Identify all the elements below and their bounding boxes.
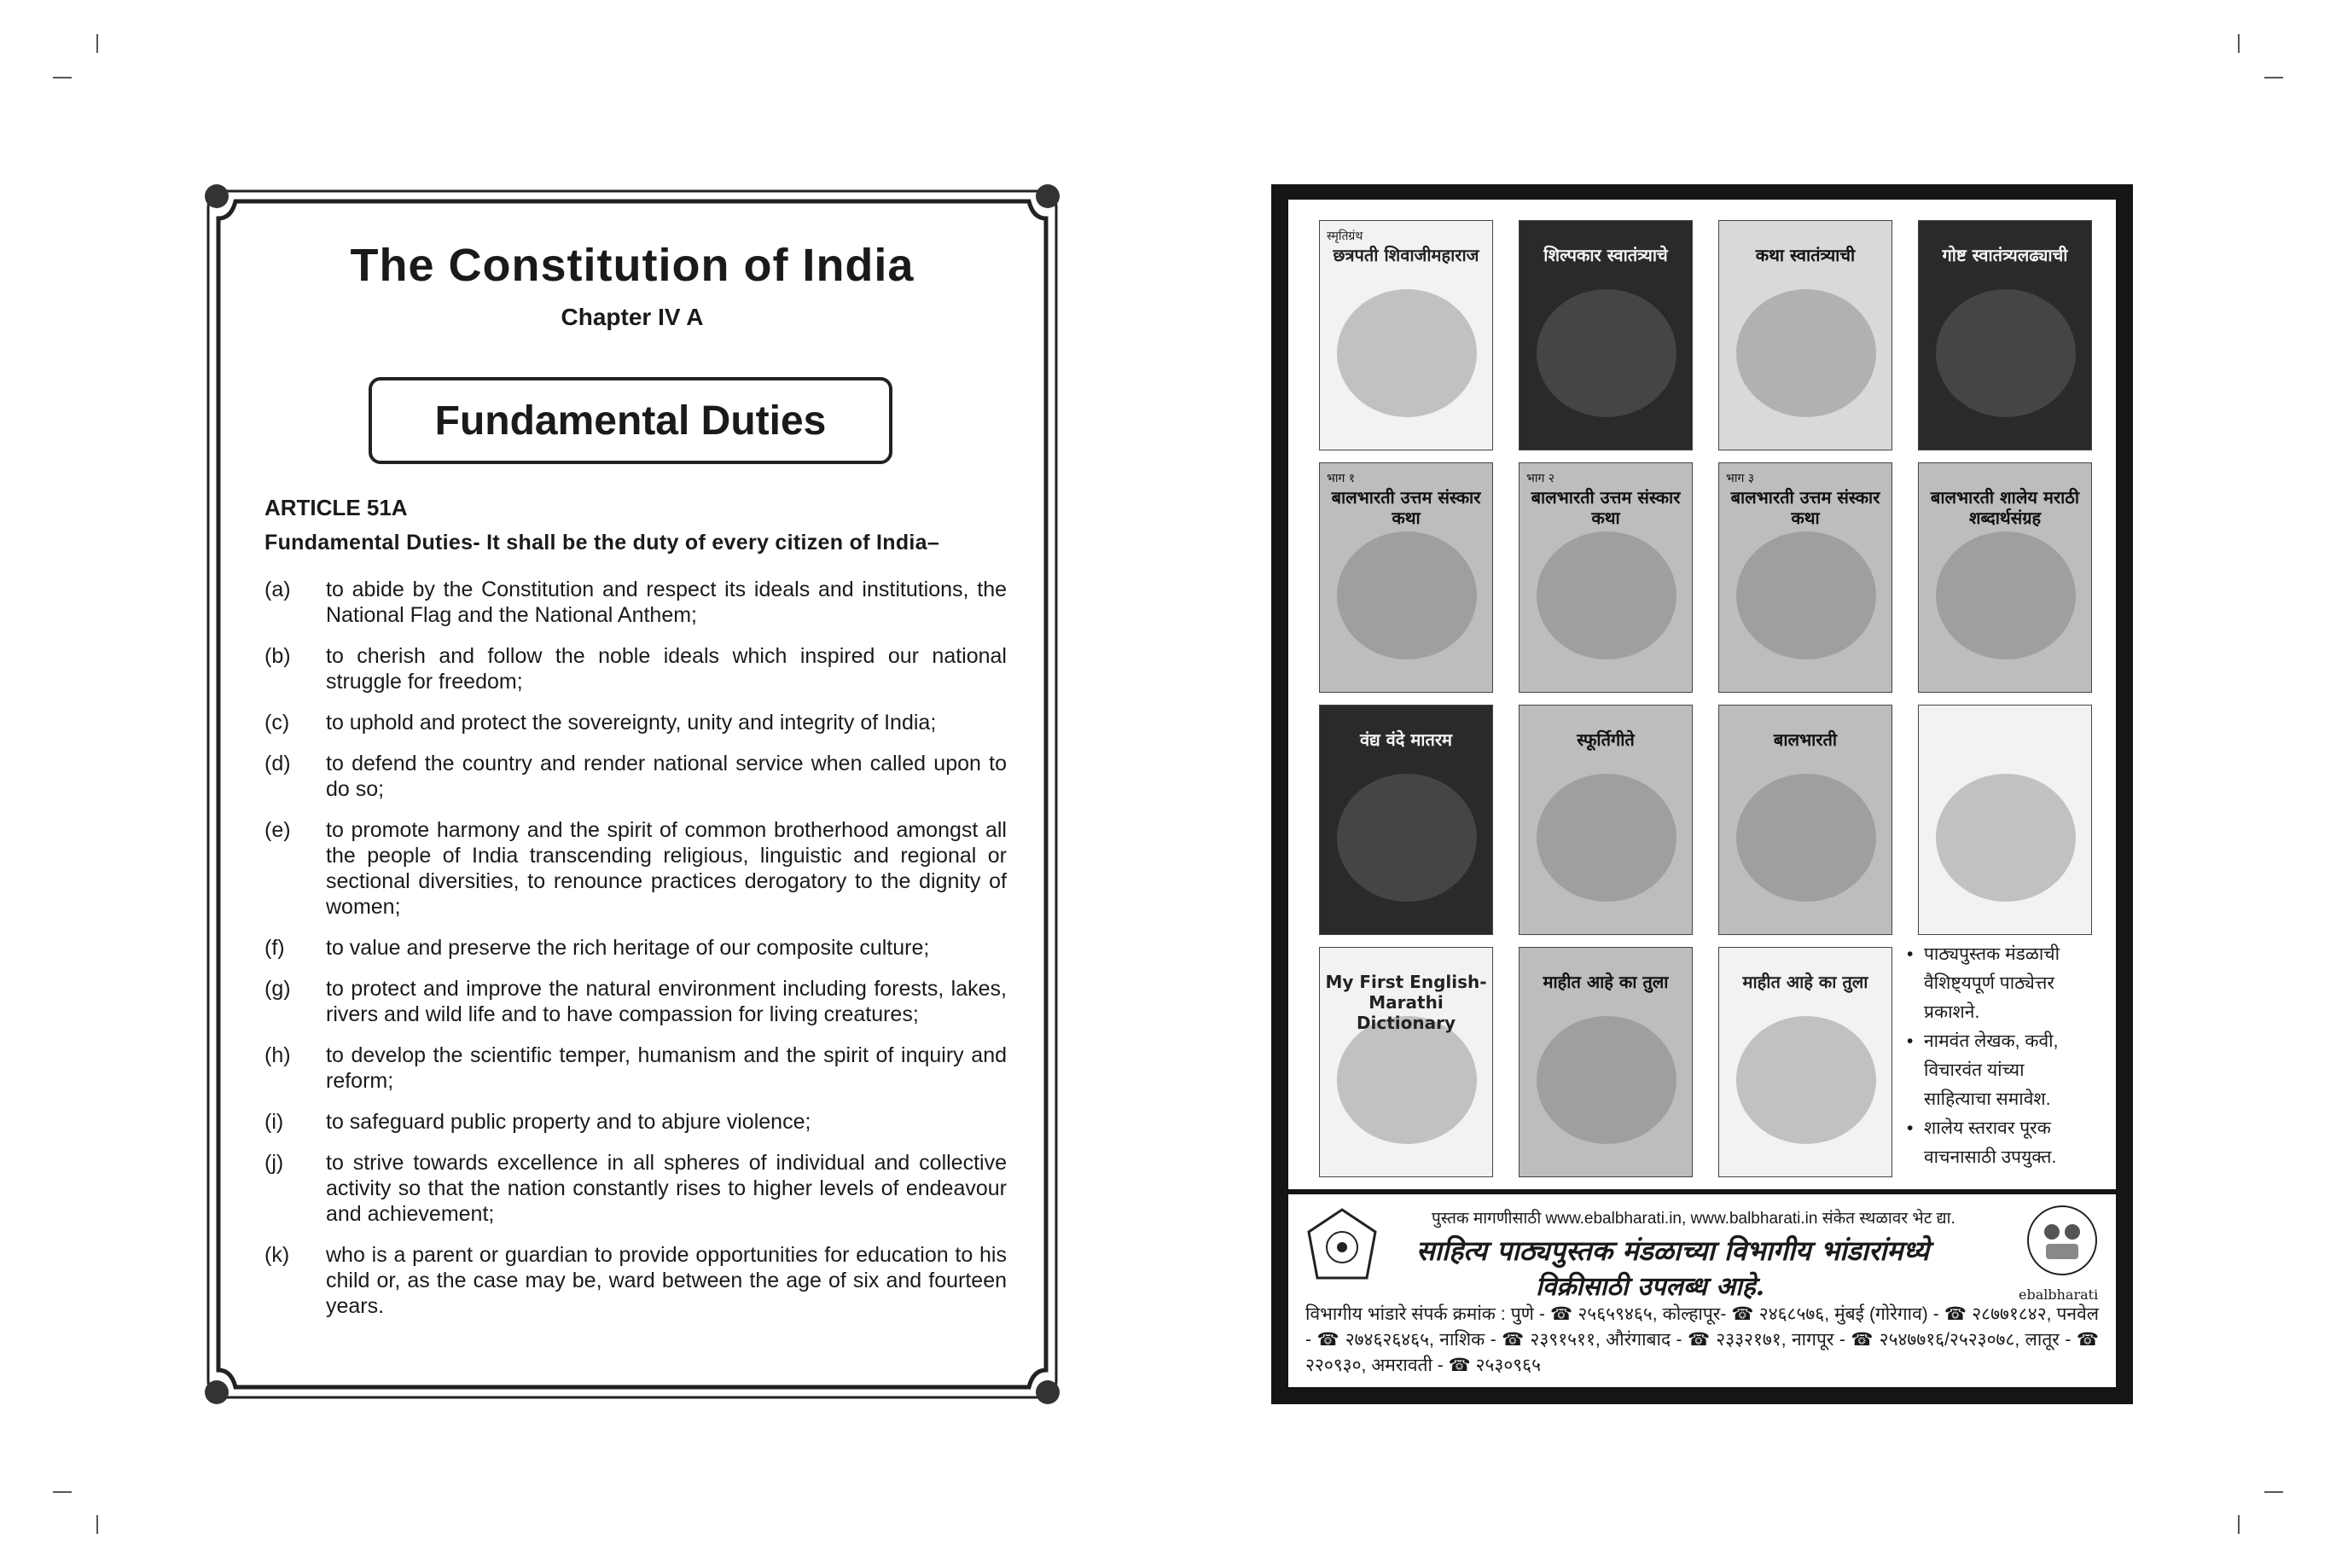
crop-mark [53, 1491, 72, 1493]
duty-item [264, 1042, 1007, 1094]
crop-mark [2238, 1515, 2240, 1534]
duty-label: (e) [264, 818, 291, 842]
book-cover [1519, 220, 1693, 450]
cover-illustration [1337, 1016, 1477, 1144]
duty-item [264, 643, 1007, 694]
cover-illustration [1337, 531, 1477, 659]
duty-text: to defend the country and render national service when called upon to do so; [326, 752, 1007, 801]
duty-text: to abide by the Constitution and respect its ideals and institutions, the National Flag and the National Anthem; [326, 578, 1007, 627]
book-cover [1718, 705, 1892, 935]
chapter-label: Chapter IV A [561, 304, 704, 330]
duty-item [264, 935, 1007, 961]
cover-illustration [1736, 531, 1876, 659]
book-cover [1519, 705, 1693, 935]
cover-title: बालभारती [1773, 729, 1838, 750]
crop-mark [2264, 77, 2283, 78]
duty-label: (i) [264, 1110, 284, 1134]
cover-illustration [1537, 289, 1676, 417]
cover-title: गोष्ट स्वातंत्र्यलढ्याची [1942, 245, 2068, 265]
duty-item [264, 1109, 1007, 1135]
duty-text: to value and preserve the rich heritage of our composite culture; [326, 936, 930, 960]
duty-label: (h) [264, 1043, 291, 1067]
crop-mark [96, 1515, 98, 1534]
cover-subtitle: स्मृतिग्रंथ [1327, 229, 1363, 243]
book-cover [1718, 462, 1892, 693]
book-cover [1319, 462, 1493, 693]
cover-illustration [1936, 774, 2076, 902]
feature-item: • शालेय स्तरावर पूरक वाचनासाठी उपयुक्त. [1907, 1118, 2057, 1167]
cover-illustration [1936, 531, 2076, 659]
book-cover [1918, 705, 2092, 935]
duties-list [264, 577, 1007, 1334]
crop-mark [53, 77, 72, 78]
duty-text: to strive towards excellence in all spheres of individual and collective activity so that the nation constantly rises to higher levels of endeavour and achievement; [326, 1151, 1007, 1226]
duty-item [264, 751, 1007, 802]
cover-subtitle: भाग २ [1526, 472, 1555, 485]
footer-panel [1288, 1194, 2116, 1387]
book-cover [1319, 947, 1493, 1177]
cover-illustration [1337, 289, 1477, 417]
book-cover [1918, 220, 2092, 450]
cover-illustration [1736, 774, 1876, 902]
feature-item: • नामवंत लेखक, कवी, विचारवंत यांच्या साहित्याचा समावेश. [1907, 1031, 2059, 1109]
duty-item [264, 1150, 1007, 1227]
availability-line: साहित्य पाठ्यपुस्तक मंडळाच्या विभागीय भांडारांमध्ये [1416, 1234, 1930, 1267]
duty-item [264, 710, 1007, 735]
duty-label: (a) [264, 578, 291, 601]
book-cover [1319, 705, 1493, 935]
availability-line-2: विक्रीसाठी उपलब्ध आहे. [1536, 1272, 1765, 1302]
ebalbharati-logo-icon [2024, 1201, 2101, 1283]
book-cover [1519, 462, 1693, 693]
cover-title: बालभारती उत्तम संस्कार कथा [1730, 487, 1880, 528]
cover-title: छत्रपती शिवाजीमहाराज [1333, 245, 1479, 265]
cover-title: कथा स्वातंत्र्याची [1755, 245, 1856, 265]
cover-title: बालभारती उत्तम संस्कार कथा [1531, 487, 1681, 528]
duty-label: (d) [264, 752, 291, 775]
cover-title: वंद्य वंदे मातरम [1359, 729, 1453, 750]
duty-text: to promote harmony and the spirit of common brotherhood amongst all the people of India transcending religious, linguistic and regional or sectional diversities, to renounce practices derogatory to the dignity of women; [326, 818, 1007, 919]
book-cover [1718, 220, 1892, 450]
article-number: ARTICLE 51A [264, 495, 408, 520]
duty-text: to safeguard public property and to abjure violence; [326, 1110, 811, 1134]
section-heading: Fundamental Duties [369, 377, 892, 464]
cover-title: बालभारती उत्तम संस्कार कथा [1331, 487, 1481, 528]
crop-mark [2238, 34, 2240, 53]
feature-item: • पाठ्यपुस्तक मंडळाची वैशिष्ट्यपूर्ण पाठ्येत्तर प्रकाशने. [1907, 944, 2060, 1022]
cover-illustration [1537, 531, 1676, 659]
cover-subtitle: भाग ३ [1726, 472, 1755, 485]
duty-label: (f) [264, 936, 285, 960]
duty-label: (b) [264, 644, 291, 668]
duty-text: to uphold and protect the sovereignty, unity and integrity of India; [326, 711, 937, 735]
cover-illustration [1537, 774, 1676, 902]
cover-title: बालभारती शालेय मराठी शब्दार्थसंग्रह [1930, 487, 2080, 528]
feature-list [1907, 940, 2095, 1172]
publications-advert [1271, 184, 2133, 1404]
cover-illustration [1537, 1016, 1676, 1144]
book-cover [1519, 947, 1693, 1177]
cover-illustration [1736, 289, 1876, 417]
cover-illustration [1337, 774, 1477, 902]
brand-name: ebalbharati [2019, 1286, 2099, 1303]
book-cover [1718, 947, 1892, 1177]
duty-text: to cherish and follow the noble ideals which inspired our national struggle for freedom; [326, 644, 1007, 694]
duty-label: (k) [264, 1243, 290, 1267]
duty-text: to protect and improve the natural environment including forests, lakes, rivers and wild life and to have compassion for living creatures; [326, 977, 1007, 1026]
board-logo-icon [1304, 1206, 1380, 1283]
book-cover [1319, 220, 1493, 450]
duty-label: (c) [264, 711, 290, 735]
cover-illustration [1936, 289, 2076, 417]
crop-mark [2264, 1491, 2283, 1493]
cover-title: माहीत आहे का तुला [1742, 972, 1868, 992]
book-cover [1918, 462, 2092, 693]
duty-item [264, 1242, 1007, 1319]
page-title: The Constitution of India [350, 240, 915, 291]
duty-text: who is a parent or guardian to provide opportunities for education to his child or, as the case may be, ward between the age of six and fourteen years. [326, 1243, 1007, 1318]
order-info: पुस्तक मागणीसाठी www.ebalbharati.in, www.balbharati.in संकेत स्थळावर भेट द्या. [1432, 1210, 1955, 1228]
duty-text: to develop the scientific temper, humanism and the spirit of inquiry and reform; [326, 1043, 1007, 1093]
cover-title: माहीत आहे का तुला [1543, 972, 1669, 992]
crop-mark [96, 34, 98, 53]
cover-subtitle: भाग १ [1327, 472, 1356, 485]
cover-title: My First English-Marathi Dictionary [1325, 972, 1487, 1033]
cover-illustration [1736, 1016, 1876, 1144]
contact-numbers: विभागीय भांडारे संपर्क क्रमांक : पुणे - ☎ २५६५९४६५, कोल्हापूर- ☎ २४६८५७६, मुंबई (गोरेगाव) - ☎ २८७७१८४२, पनवेल - ☎ २७४६२६४६५, नाशिक - ☎ २३९१५११, औरंगाबाद - ☎ २३३२१७१, नागपूर - ☎ २५४७७१६/२५२३०७८, लातूर - ☎ २२०९३०, अमरावती - ☎ २५३०९६५ [1305, 1304, 2099, 1375]
duty-item [264, 817, 1007, 920]
duty-item [264, 577, 1007, 628]
duty-label: (g) [264, 977, 291, 1001]
preamble: Fundamental Duties- It shall be the duty of every citizen of India– [264, 531, 940, 555]
duty-label: (j) [264, 1151, 284, 1175]
cover-title: स्फूर्तिगीते [1577, 729, 1635, 750]
cover-title: शिल्पकार स्वातंत्र्याचे [1543, 245, 1668, 265]
duty-item [264, 976, 1007, 1027]
